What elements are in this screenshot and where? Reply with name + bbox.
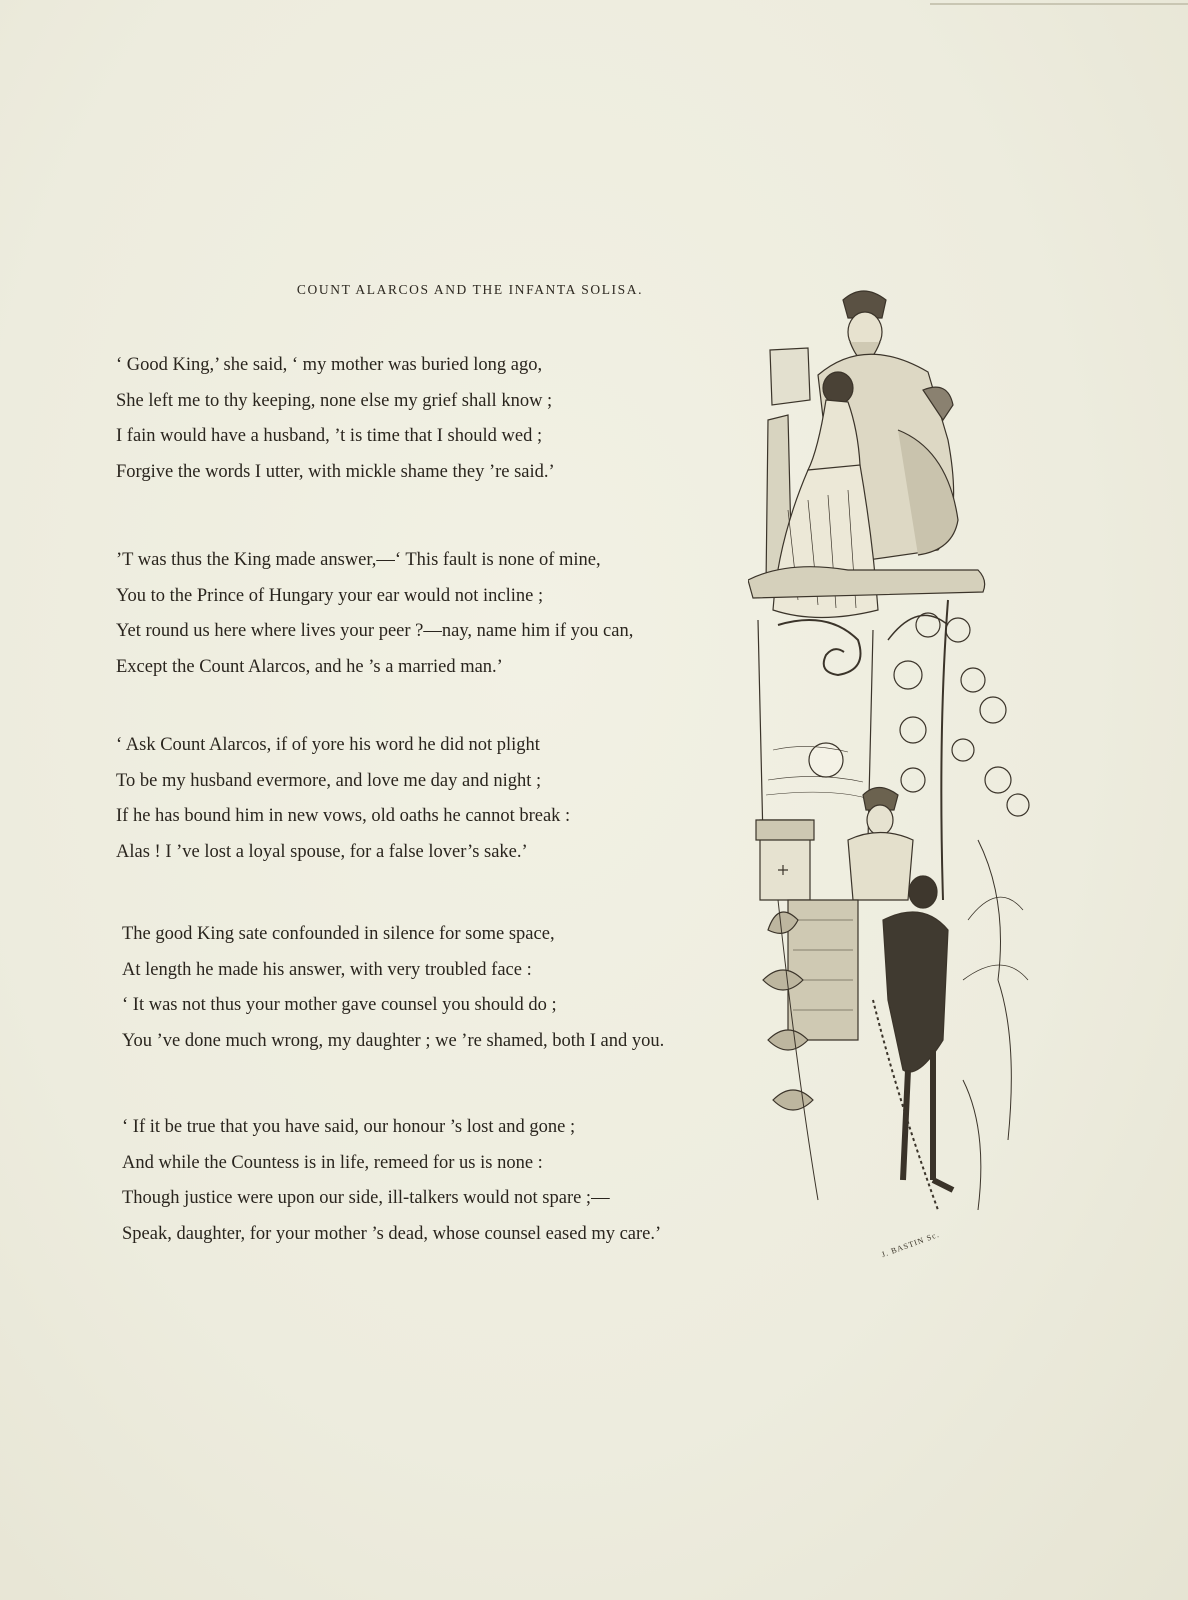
verse-line: Forgive the words I utter, with mickle shame they ’re said.’ <box>116 461 555 482</box>
verse-line: You ’ve done much wrong, my daughter ; we ’re shamed, both I and you. <box>122 1030 665 1051</box>
tower <box>756 820 814 900</box>
stanza-2 <box>116 543 756 685</box>
verse-line: Alas ! I ’ve lost a loyal spouse, for a false lover’s sake.’ <box>116 841 528 862</box>
verse-line: ‘ Ask Count Alarcos, if of yore his word he did not plight <box>116 735 540 755</box>
running-head: COUNT ALARCOS AND THE INFANTA SOLISA. <box>296 282 644 297</box>
page-edge-rule <box>930 3 1188 5</box>
verse-line: ‘ Good King,’ she said, ‘ my mother was buried long ago, <box>116 355 543 375</box>
verse-line: If he has bound him in new vows, old oaths he cannot break : <box>116 806 571 826</box>
verse-line: At length he made his answer, with very troubled face : <box>122 959 532 980</box>
verse-line: ‘ It was not thus your mother gave counsel you should do ; <box>122 995 557 1015</box>
verse-line: Yet round us here where lives your peer ?—nay, name him if you can, <box>116 621 634 641</box>
knight-figure <box>883 876 953 1190</box>
verse-line: Except the Count Alarcos, and he ’s a married man.’ <box>116 656 503 677</box>
tall-plant <box>894 600 1029 900</box>
verse-line: And while the Countess is in life, remeed for us is none : <box>122 1152 543 1173</box>
verse-line: Speak, daughter, for your mother ’s dead, whose counsel eased my care.’ <box>122 1223 662 1244</box>
stanza-3 <box>116 728 756 870</box>
verse-line: She left me to thy keeping, none else my grief shall know ; <box>116 390 553 411</box>
stanza-4 <box>122 917 762 1059</box>
verse-line: ‘ If it be true that you have said, our honour ’s lost and gone ; <box>122 1117 576 1137</box>
verse-line: You to the Prince of Hungary your ear would not incline ; <box>116 585 544 606</box>
verse-line: To be my husband evermore, and love me day and night ; <box>116 770 542 791</box>
stanza-1 <box>116 348 756 490</box>
verse-line: The good King sate confounded in silence for some space, <box>122 924 555 944</box>
engraver-signature: J. BASTIN Sc. <box>880 1229 941 1260</box>
verse-line: Though justice were upon our side, ill-talkers would not spare ;— <box>122 1188 610 1208</box>
lady-figure <box>848 788 913 901</box>
verse-line: I fain would have a husband, ’t is time that I should wed ; <box>116 426 543 446</box>
verse-line: ’T was thus the King made answer,—‘ This fault is none of mine, <box>116 550 601 570</box>
stanza-5 <box>122 1110 762 1252</box>
engraving-illustration <box>748 280 1048 1265</box>
